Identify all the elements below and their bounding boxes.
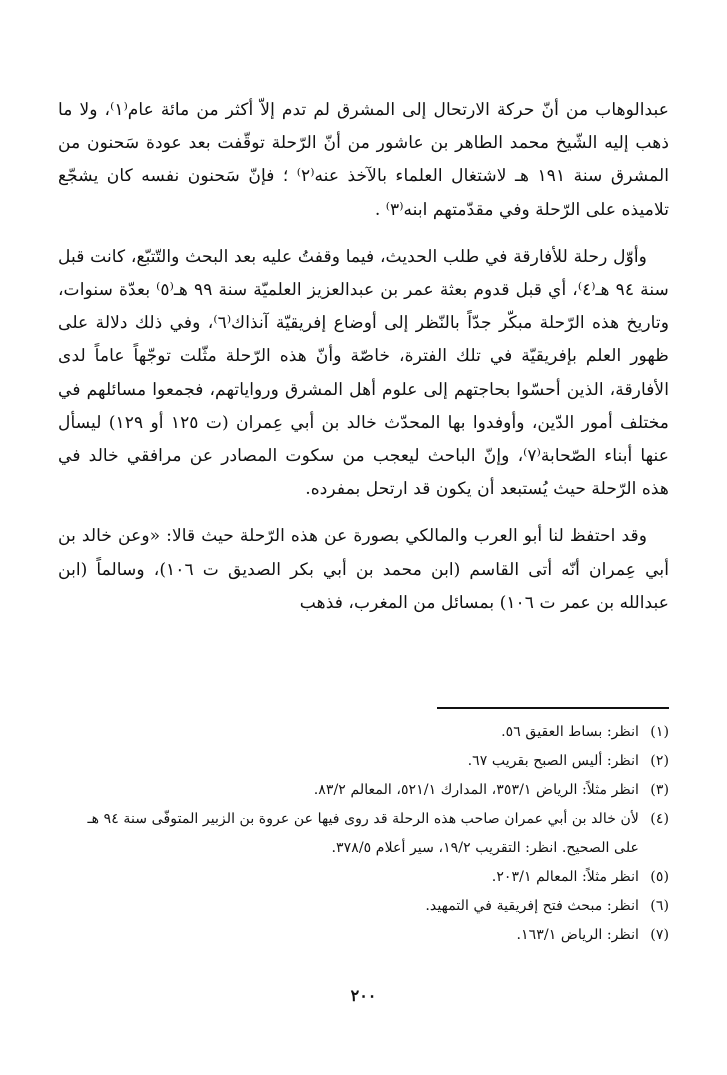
- footnote-number: (٣): [650, 782, 669, 798]
- footnote-6: [58, 892, 669, 921]
- footnote-text: انظر مثلاً: المعالم ٢٠٣/١.: [491, 869, 639, 885]
- footnote-text: لأن خالد بن أبي عمران صاحب هذه الرحلة قد روى فيها عن عروة بن الزبير المتوفّى سنة ٩٤ هـ على الصحيح. انظر: التقريب ١٩/٢، سير أعلام ٣٧٨/٥.: [87, 811, 639, 856]
- footnote-4: [58, 805, 669, 863]
- footnote-number: (٧): [650, 927, 669, 943]
- footnote-number: (٦): [650, 898, 669, 914]
- footnote-text: انظر: بساط العقيق ٥٦.: [501, 724, 639, 740]
- footnote-3: [58, 776, 669, 805]
- footnote-text: انظر: مبحث فتح إفريقية في التمهيد.: [425, 898, 639, 914]
- footnotes: [58, 718, 669, 950]
- footnote-number: (٤): [650, 811, 669, 827]
- paragraph-1: عبدالوهاب من أنّ حركة الارتحال إلى المشرق لم تدم إلاّ أكثر من مائة عام⁽١⁾، ولا ما ذهب إليه الشّيخ محمد الطاهر بن عاشور من أنّ الرّحلة توقّفت بعد عودة سَحنون من المشرق سنة ١٩١ هـ لاشتغال العلماء بالآخذ عنه⁽٢⁾ ؛ فإنّ سَحنون نفسه كان يشجّع تلاميذه على الرّحلة وفي مقدّمتهم ابنه⁽٣⁾ .: [58, 100, 669, 220]
- footnote-2: [58, 747, 669, 776]
- footnote-text: انظر: الرياض ١٦٣/١.: [516, 927, 639, 943]
- footnote-number: (٢): [650, 753, 669, 769]
- footnote-number: (١): [650, 724, 669, 740]
- footnote-5: [58, 863, 669, 892]
- footnote-text: انظر: أليس الصبح بقريب ٦٧.: [467, 753, 639, 769]
- footnote-text: انظر مثلاً: الرياض ٣٥٣/١، المدارك ٥٢١/١، المعالم ٨٣/٢.: [313, 782, 639, 798]
- main-text: [58, 94, 669, 620]
- footnote-divider: [437, 707, 669, 709]
- paragraph-3: وقد احتفظ لنا أبو العرب والمالكي بصورة عن هذه الرّحلة حيث قالا: «وعن خالد بن أبي عِمران أنّه أتى القاسم (ابن محمد بن أبي بكر الصديق ت ١٠٦)، وسالماً (ابن عبدالله بن عمر ت ١٠٦) بمسائل من المغرب، فذهب: [58, 526, 669, 613]
- footnote-7: [58, 921, 669, 950]
- page-number: ٢٠٠: [350, 986, 377, 1005]
- paragraph-2: وأوّل رحلة للأفارقة في طلب الحديث، فيما وقفتُ عليه بعد البحث والتّتبّع، كانت قبل سنة ٩٤ هـ⁽٤⁾، أي قبل قدوم بعثة عمر بن عبدالعزيز العلميّة سنة ٩٩ هـ⁽٥⁾ بعدّة سنوات، وتاريخ هذه الرّحلة مبكّر جدّاً بالنّظر إلى أوضاع إفريقيّة آنذاك⁽٦⁾، وفي ذلك دلالة على ظهور العلم بإفريقيّة في تلك الفترة، خاصّة وأنّ هذه الرّحلة مثّلت توجّهاً عاماً لدى الأفارقة، الذين أحسّوا بحاجتهم إلى علوم أهل المشرق ورواياتهم، فجمعوا مسائلهم في مختلف أمور الدّين، وأوفدوا بها المحدّث خالد بن أبي عِمران (ت ١٢٥ أو ١٢٩) ليسأل عنها أبناء الصّحابة⁽٧⁾، وإنّ الباحث ليعجب من سكوت المصادر عن مرافقي خالد في هذه الرّحلة حيث يُستبعد أن يكون قد ارتحل بمفرده.: [58, 246, 670, 500]
- footnote-number: (٥): [650, 869, 669, 885]
- footnote-1: [58, 718, 669, 747]
